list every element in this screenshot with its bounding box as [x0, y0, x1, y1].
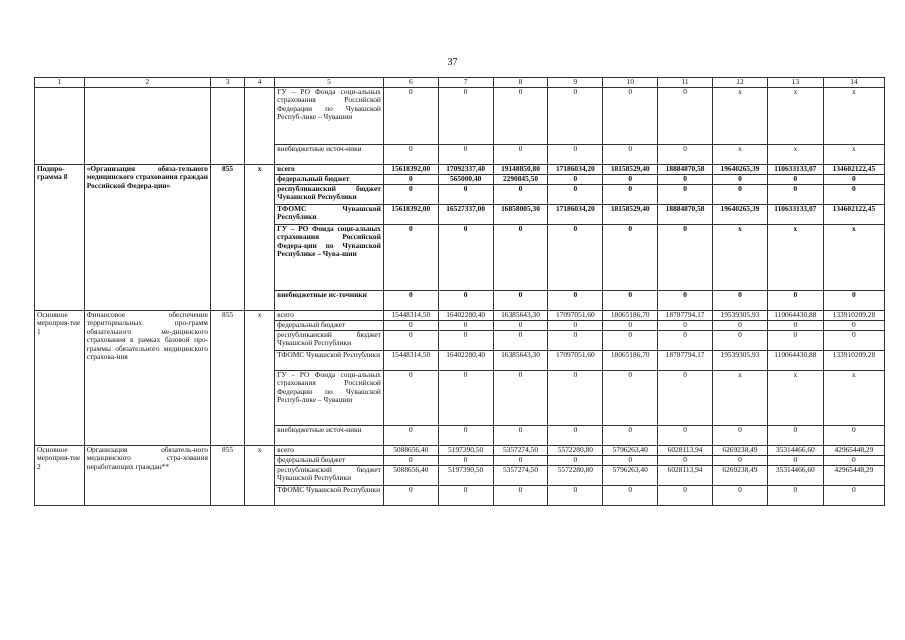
value-cell: 0 [493, 144, 548, 164]
value-cell: 0 [767, 455, 823, 465]
value-cell: 0 [383, 485, 438, 505]
value-cell: 0 [493, 485, 548, 505]
value-cell: 0 [658, 224, 713, 290]
table-row [35, 164, 885, 174]
value-cell: 0 [713, 320, 768, 330]
value-cell: 0 [438, 320, 493, 330]
value-cell: x [713, 224, 768, 290]
column-header: 1 [35, 78, 85, 88]
page-number: 37 [447, 57, 458, 68]
funding-source: внебюджетные источ-ники [275, 144, 384, 164]
value-cell: 0 [383, 370, 438, 425]
funding-source: ГУ – РО Фонда соци-альных страхования Российской Федера-ции по Чувашской Республике – Чува-шии [275, 224, 384, 290]
section-title: Финансовое обеспечение территориальных про-грамм обязательного ме-дицинского страхования в рамках базовой про-граммы обязательного медицинского страхова-ния [84, 310, 210, 445]
value-cell: 0 [493, 224, 548, 290]
value-cell: 0 [713, 174, 768, 184]
value-cell: 16385643,30 [493, 310, 548, 320]
value-cell: 19539305,93 [713, 350, 768, 370]
value-cell: 0 [767, 184, 823, 204]
value-cell: 6028113,94 [658, 465, 713, 485]
empty-cell [84, 87, 210, 164]
value-cell: 0 [658, 87, 713, 144]
budget-table [34, 77, 885, 506]
column-header: 14 [823, 78, 884, 88]
value-cell: 19148850,80 [493, 164, 548, 174]
funding-source: федеральный бюджет [275, 455, 384, 465]
value-cell: 0 [713, 485, 768, 505]
continued-rows [35, 87, 885, 164]
value-cell: 565000,40 [438, 174, 493, 184]
value-cell: 18065186,70 [603, 310, 658, 320]
column-header: 11 [658, 78, 713, 88]
value-cell: 0 [493, 87, 548, 144]
section-x: x [245, 445, 275, 505]
value-cell: 0 [603, 455, 658, 465]
funding-source: всего [275, 445, 384, 455]
funding-source: ТФОМС Чувашской Республики [275, 350, 384, 370]
value-cell: 0 [603, 87, 658, 144]
value-cell: 0 [383, 455, 438, 465]
section-code: 855 [210, 445, 244, 505]
value-cell: 0 [823, 290, 884, 310]
value-cell: 5197390,50 [438, 445, 493, 455]
value-cell: 133910209,28 [823, 350, 884, 370]
value-cell: 0 [493, 320, 548, 330]
value-cell: 17186034,20 [548, 164, 603, 174]
funding-source: всего [275, 310, 384, 320]
value-cell: 0 [438, 184, 493, 204]
measure-1-section [35, 310, 885, 445]
value-cell: 0 [548, 184, 603, 204]
column-header: 8 [493, 78, 548, 88]
value-cell: 110633133,07 [767, 204, 823, 224]
value-cell: 0 [603, 425, 658, 445]
value-cell: 0 [548, 320, 603, 330]
value-cell: 0 [548, 425, 603, 445]
value-cell: 0 [548, 370, 603, 425]
table-row [35, 310, 885, 320]
column-header: 4 [245, 78, 275, 88]
value-cell: 19539305,93 [713, 310, 768, 320]
value-cell: 0 [603, 174, 658, 184]
value-cell: 0 [823, 485, 884, 505]
value-cell: x [713, 370, 768, 425]
section-title: Организация обязатель-ного медицинского стра-хования неработающих граждан** [84, 445, 210, 505]
value-cell: 19640265,39 [713, 164, 768, 174]
value-cell: 0 [658, 485, 713, 505]
value-cell: 0 [548, 290, 603, 310]
value-cell: 0 [493, 184, 548, 204]
value-cell: 19640265,39 [713, 204, 768, 224]
measure-2-section [35, 445, 885, 505]
value-cell: 0 [767, 485, 823, 505]
column-header: 2 [84, 78, 210, 88]
value-cell: 15448314,50 [383, 350, 438, 370]
value-cell: 5572280,80 [548, 465, 603, 485]
value-cell: 0 [658, 144, 713, 164]
value-cell: 0 [823, 174, 884, 184]
value-cell: 18787794,17 [658, 350, 713, 370]
value-cell: 16385643,30 [493, 350, 548, 370]
value-cell: 0 [658, 330, 713, 350]
value-cell: 0 [603, 370, 658, 425]
value-cell: 0 [383, 144, 438, 164]
value-cell: 0 [548, 455, 603, 465]
funding-source: федеральный бюджет [275, 174, 384, 184]
value-cell: 17186034,20 [548, 204, 603, 224]
value-cell: 0 [713, 455, 768, 465]
value-cell: 0 [383, 184, 438, 204]
column-header-row [35, 78, 885, 88]
value-cell: x [767, 224, 823, 290]
value-cell: 42965448,29 [823, 445, 884, 455]
value-cell: x [823, 370, 884, 425]
value-cell: 0 [438, 87, 493, 144]
funding-source: внебюджетные ис-точники [275, 290, 384, 310]
value-cell: 6269238,49 [713, 445, 768, 455]
value-cell: 0 [438, 370, 493, 425]
section-label: Основное мероприя-тие 1 [35, 310, 85, 445]
value-cell: 18158529,40 [603, 204, 658, 224]
value-cell: x [823, 144, 884, 164]
value-cell: 0 [438, 455, 493, 465]
value-cell: 16402280,40 [438, 310, 493, 320]
value-cell: 0 [548, 144, 603, 164]
value-cell: 0 [603, 290, 658, 310]
value-cell: 0 [383, 290, 438, 310]
value-cell: x [823, 87, 884, 144]
column-header: 9 [548, 78, 603, 88]
column-header: 10 [603, 78, 658, 88]
funding-source: федеральный бюджет [275, 320, 384, 330]
value-cell: 5357274,50 [493, 465, 548, 485]
value-cell: 17092337,40 [438, 164, 493, 174]
table-row [35, 445, 885, 455]
value-cell: 42965448,29 [823, 465, 884, 485]
value-cell: 0 [658, 184, 713, 204]
value-cell: 0 [603, 485, 658, 505]
value-cell: 134602122,45 [823, 204, 884, 224]
value-cell: 0 [767, 320, 823, 330]
value-cell: 16858005,30 [493, 204, 548, 224]
value-cell: 110633133,07 [767, 164, 823, 174]
column-header: 13 [767, 78, 823, 88]
value-cell: x [767, 144, 823, 164]
section-title: «Организация обяза-тельного медицинского страхования граждан Российской Федера-ции» [84, 164, 210, 310]
empty-cell [245, 87, 275, 164]
value-cell: 0 [603, 320, 658, 330]
value-cell: 18884870,58 [658, 204, 713, 224]
column-header: 7 [438, 78, 493, 88]
column-header: 3 [210, 78, 244, 88]
value-cell: x [713, 144, 768, 164]
empty-cell [35, 87, 85, 164]
value-cell: 0 [383, 425, 438, 445]
value-cell: x [767, 87, 823, 144]
value-cell: 5088656,40 [383, 465, 438, 485]
value-cell: 110064430,88 [767, 310, 823, 320]
funding-source: республиканский бюджет Чувашской Республики [275, 184, 384, 204]
value-cell: 35314466,60 [767, 465, 823, 485]
value-cell: 0 [493, 455, 548, 465]
value-cell: 0 [548, 224, 603, 290]
value-cell: 0 [383, 87, 438, 144]
value-cell: 0 [438, 144, 493, 164]
subprogram-8-section [35, 164, 885, 310]
funding-source: внебюджетные источ-ники [275, 425, 384, 445]
value-cell: 0 [823, 330, 884, 350]
value-cell: 6269238,49 [713, 465, 768, 485]
value-cell: 0 [658, 425, 713, 445]
value-cell: 5796263,40 [603, 445, 658, 455]
value-cell: 0 [383, 174, 438, 184]
funding-source: всего [275, 164, 384, 174]
value-cell: 15618392,00 [383, 164, 438, 174]
value-cell: 0 [493, 290, 548, 310]
value-cell: 0 [713, 330, 768, 350]
value-cell: 134602122,45 [823, 164, 884, 174]
value-cell: 0 [767, 425, 823, 445]
funding-source: ГУ - РО Фонда соци-альных страхования Российской Федерации по Чувашской Респуб-лике – Чувашии [275, 370, 384, 425]
value-cell: 0 [603, 330, 658, 350]
value-cell: 15618392,00 [383, 204, 438, 224]
value-cell: 0 [658, 320, 713, 330]
value-cell: 0 [603, 184, 658, 204]
value-cell: 0 [438, 485, 493, 505]
value-cell: 0 [767, 174, 823, 184]
value-cell: 5088656,40 [383, 445, 438, 455]
value-cell: 0 [603, 224, 658, 290]
value-cell: 0 [713, 290, 768, 310]
value-cell: x [767, 370, 823, 425]
value-cell: 16527337,00 [438, 204, 493, 224]
value-cell: 35314466,60 [767, 445, 823, 455]
value-cell: 0 [823, 425, 884, 445]
value-cell: 0 [438, 290, 493, 310]
value-cell: x [823, 224, 884, 290]
value-cell: 5796263,40 [603, 465, 658, 485]
value-cell: 18158529,40 [603, 164, 658, 174]
section-x: x [245, 310, 275, 445]
funding-source: ГУ – РО Фонда соци-альных страхования Российской Федерации по Чувашской Респуб-лике – Чувашии [275, 87, 384, 144]
column-header: 6 [383, 78, 438, 88]
value-cell: 0 [658, 174, 713, 184]
empty-cell [210, 87, 244, 164]
column-header: 12 [713, 78, 768, 88]
value-cell: 0 [548, 485, 603, 505]
value-cell: 2290845,50 [493, 174, 548, 184]
table-row [35, 87, 885, 144]
value-cell: 0 [438, 224, 493, 290]
value-cell: x [713, 87, 768, 144]
value-cell: 0 [383, 224, 438, 290]
funding-source: республиканский бюджет Чувашской Республики [275, 465, 384, 485]
value-cell: 18065186,70 [603, 350, 658, 370]
value-cell: 5197390,50 [438, 465, 493, 485]
value-cell: 0 [713, 184, 768, 204]
value-cell: 0 [493, 330, 548, 350]
value-cell: 0 [823, 184, 884, 204]
section-x: x [245, 164, 275, 310]
value-cell: 0 [658, 290, 713, 310]
value-cell: 5572280,80 [548, 445, 603, 455]
column-header: 5 [275, 78, 384, 88]
value-cell: 0 [713, 425, 768, 445]
value-cell: 0 [823, 320, 884, 330]
value-cell: 0 [438, 330, 493, 350]
section-label: Основное мероприя-тие 2 [35, 445, 85, 505]
value-cell: 0 [767, 290, 823, 310]
value-cell: 17097051,60 [548, 350, 603, 370]
value-cell: 0 [493, 425, 548, 445]
funding-source: ТФОМС Чувашской Республики [275, 204, 384, 224]
value-cell: 16402280,40 [438, 350, 493, 370]
value-cell: 0 [548, 87, 603, 144]
value-cell: 0 [658, 455, 713, 465]
value-cell: 18787794,17 [658, 310, 713, 320]
value-cell: 6028113,94 [658, 445, 713, 455]
value-cell: 17097051,60 [548, 310, 603, 320]
value-cell: 0 [767, 330, 823, 350]
value-cell: 133910209,28 [823, 310, 884, 320]
value-cell: 0 [493, 370, 548, 425]
funding-source: республиканский бюджет Чувашской Республики [275, 330, 384, 350]
value-cell: 0 [603, 144, 658, 164]
value-cell: 110064430,88 [767, 350, 823, 370]
value-cell: 0 [823, 455, 884, 465]
value-cell: 0 [548, 174, 603, 184]
value-cell: 18884870,58 [658, 164, 713, 174]
value-cell: 0 [383, 320, 438, 330]
section-label: Подпро-грамма 8 [35, 164, 85, 310]
value-cell: 0 [548, 330, 603, 350]
value-cell: 0 [383, 330, 438, 350]
value-cell: 0 [658, 370, 713, 425]
section-code: 855 [210, 310, 244, 445]
section-code: 855 [210, 164, 244, 310]
value-cell: 5357274,50 [493, 445, 548, 455]
funding-source: ТФОМС Чувашской Республики [275, 485, 384, 505]
value-cell: 15448314,50 [383, 310, 438, 320]
value-cell: 0 [438, 425, 493, 445]
